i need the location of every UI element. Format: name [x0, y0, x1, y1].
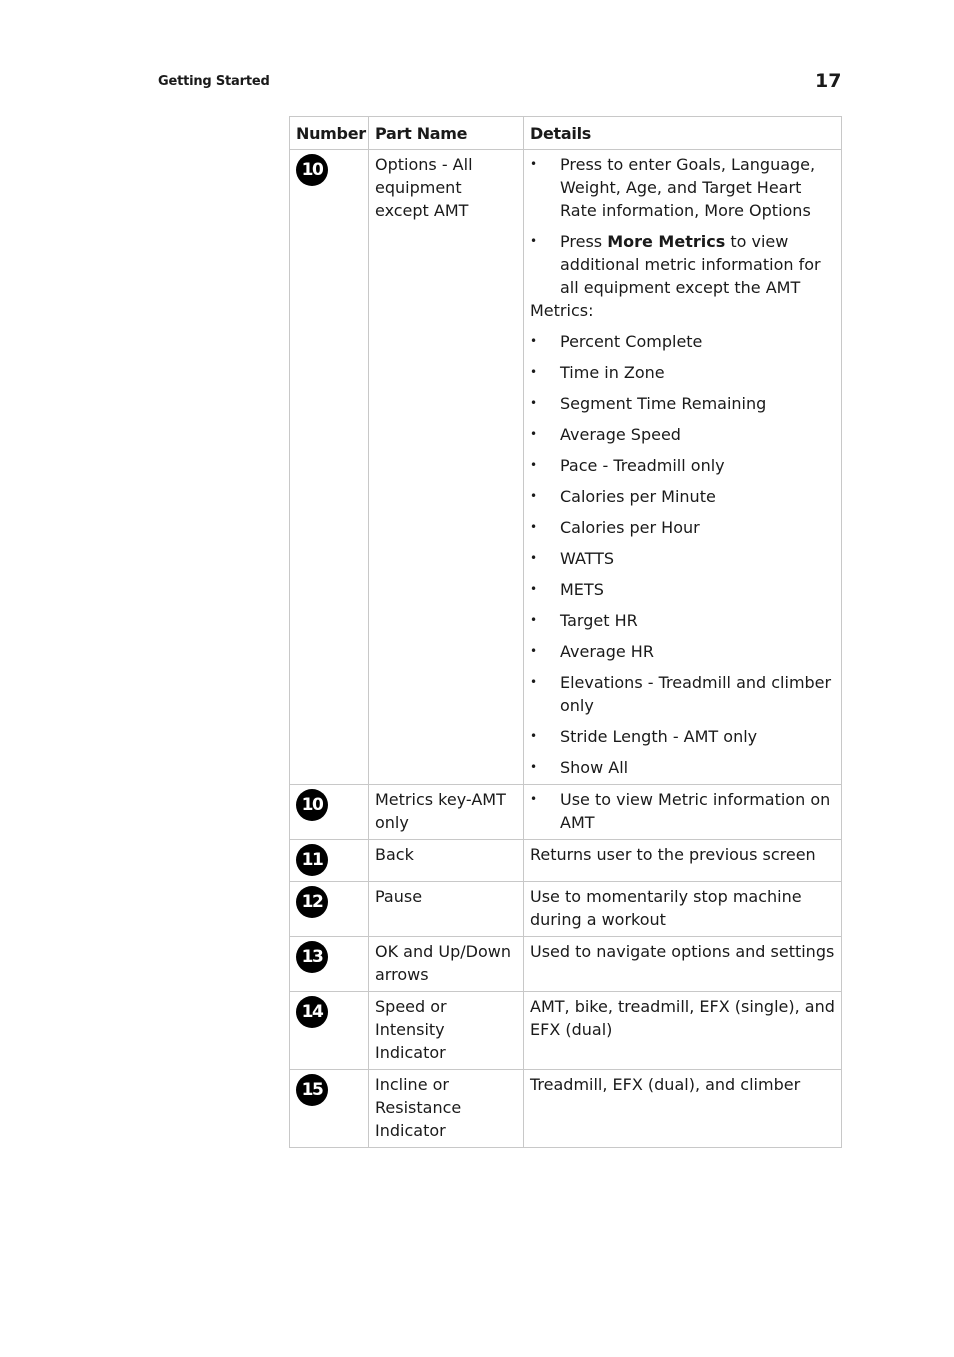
number-cell	[290, 840, 369, 882]
metric-item: • WATTS	[530, 547, 835, 570]
metric-item: • Segment Time Remaining	[530, 392, 835, 415]
more-metrics-label: More Metrics	[607, 232, 726, 251]
details-cell	[524, 150, 842, 785]
list-item: • Use to view Metric information on AMT	[530, 788, 835, 834]
metric-item: • Target HR	[530, 609, 835, 632]
header-part-name: Part Name	[369, 117, 524, 150]
metric-item: • Calories per Minute	[530, 485, 835, 508]
bullet-suffix: to view additional metric information for all equipment except the AMT	[560, 232, 821, 297]
metric-item: • Time in Zone	[530, 361, 835, 384]
metric-item: • Show All	[530, 756, 835, 779]
number-cell	[290, 785, 369, 840]
part-name-cell: Incline or Resistance Indicator	[369, 1070, 524, 1148]
table-row	[290, 992, 842, 1070]
table-row	[290, 937, 842, 992]
list-item: • Press to enter Goals, Language, Weight, Age, and Target Heart Rate information, More Options	[530, 153, 835, 222]
header-details: Details	[524, 117, 842, 150]
metric-item: • METS	[530, 578, 835, 601]
list-item	[530, 230, 835, 299]
details-cell: Treadmill, EFX (dual), and climber	[524, 1070, 842, 1148]
part-name-cell: OK and Up/Down arrows	[369, 937, 524, 992]
metric-item: • Average HR	[530, 640, 835, 663]
number-badge-icon: 10	[296, 154, 328, 186]
number-badge-icon: 15	[296, 1074, 328, 1106]
number-cell	[290, 1070, 369, 1148]
part-name-cell: Back	[369, 840, 524, 882]
section-title: Getting Started	[158, 74, 270, 89]
number-badge-icon: 11	[296, 844, 328, 876]
part-name-cell: Options - All equipment except AMT	[369, 150, 524, 785]
part-name-cell: Speed or Intensity Indicator	[369, 992, 524, 1070]
details-cell: AMT, bike, treadmill, EFX (single), and EFX (dual)	[524, 992, 842, 1070]
number-cell	[290, 992, 369, 1070]
table-row	[290, 1070, 842, 1148]
part-name-cell: Metrics key-AMT only	[369, 785, 524, 840]
part-name-cell: Pause	[369, 882, 524, 937]
number-badge-icon: 14	[296, 996, 328, 1028]
number-cell	[290, 882, 369, 937]
metric-item: • Calories per Hour	[530, 516, 835, 539]
details-cell	[524, 785, 842, 840]
page-number: 17	[815, 70, 842, 92]
details-list	[530, 788, 835, 834]
metric-item: • Percent Complete	[530, 330, 835, 353]
table-row-options	[290, 150, 842, 785]
metrics-label: Metrics:	[530, 301, 594, 320]
table-row	[290, 882, 842, 937]
number-cell	[290, 937, 369, 992]
metrics-list	[530, 330, 835, 779]
metric-item: • Elevations - Treadmill and climber only	[530, 671, 835, 717]
parts-table	[289, 116, 842, 1148]
number-cell	[290, 150, 369, 785]
number-badge-icon: 10	[296, 789, 328, 821]
header-number: Number	[290, 117, 369, 150]
bullet-prefix: Press	[560, 232, 608, 251]
table-row-metrics-key	[290, 785, 842, 840]
number-badge-icon: 12	[296, 886, 328, 918]
table-header-row	[290, 117, 842, 150]
table-row	[290, 840, 842, 882]
metric-item: • Stride Length - AMT only	[530, 725, 835, 748]
details-cell: Returns user to the previous screen	[524, 840, 842, 882]
number-badge-icon: 13	[296, 941, 328, 973]
details-cell: Use to momentarily stop machine during a workout	[524, 882, 842, 937]
metric-item: • Pace - Treadmill only	[530, 454, 835, 477]
metric-item: • Average Speed	[530, 423, 835, 446]
details-list	[530, 153, 835, 299]
details-cell: Used to navigate options and settings	[524, 937, 842, 992]
